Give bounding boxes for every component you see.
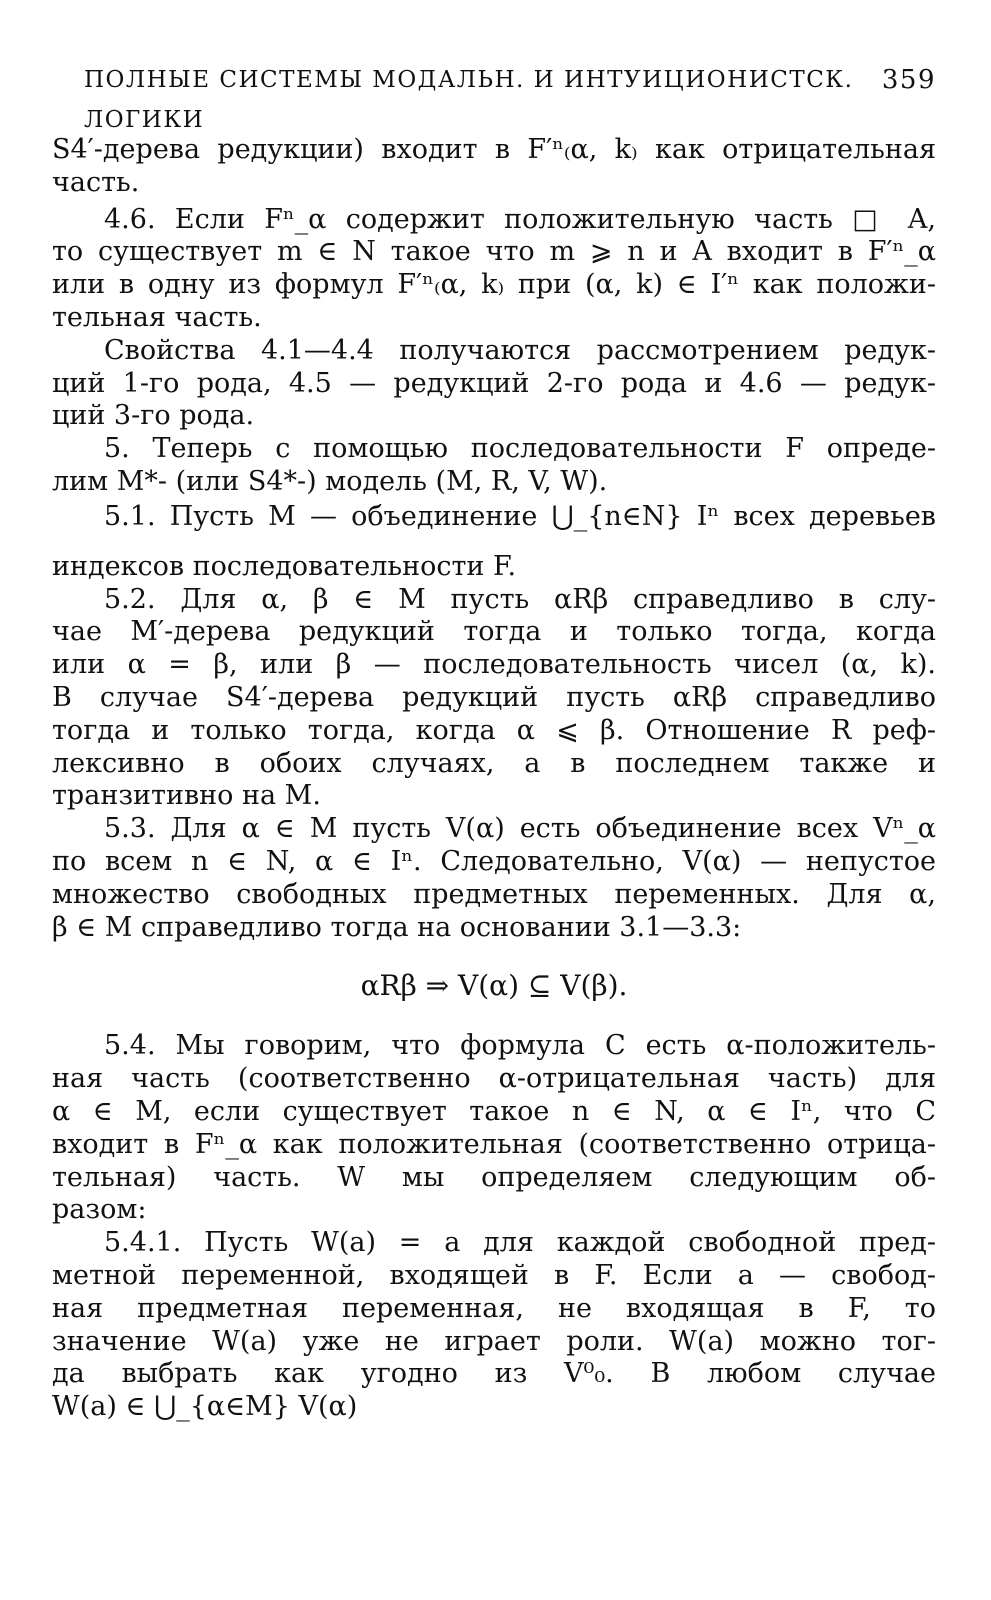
text-line: или в одну из формул F′ⁿ₍α, k₎ при (α, k) ∈ I′ⁿ как положи- [52,269,936,301]
text-line: да выбрать как угодно из V⁰₀. В любом случае [52,1358,936,1390]
page-body [52,134,936,1424]
running-header [84,60,936,133]
page-number: 359 [881,65,936,95]
text-line: тогда и только тогда, когда α ⩽ β. Отношение R реф- [52,714,936,746]
text-line: ций 3-го рода. [52,400,255,432]
text-line: лексивно в обоих случаях, а в последнем также и [52,747,936,779]
paragraph-4-6: 4.6. Если Fⁿ_α содержит положительную часть □ A, [104,203,936,235]
text-line: метной переменной, входящей в F. Если a — свобод- [52,1259,936,1291]
paragraph-5-4: 5.4. Мы говорим, что формула C есть α-положитель- [104,1030,936,1062]
paragraph-5: 5. Теперь с помощью последовательности F опреде- [104,433,936,465]
text-line: значение W(a) уже не играет роли. W(a) можно тог- [52,1325,936,1357]
text-line: В случае S4′-дерева редукций пусть αRβ справедливо [52,681,936,713]
text-line: разом: [52,1194,147,1226]
text-line: S4′-дерева редукции) входит в F′ⁿ₍α, k₎ как отрицательная [52,134,936,165]
text-line: часть. [52,166,140,198]
text-line: лим M*- (или S4*-) модель (M, R, V, W). [52,465,608,497]
text-line: β ∈ M справедливо тогда на основании 3.1—3.3: [52,911,742,943]
paragraph-properties: Свойства 4.1—4.4 получаются рассмотрением редук- [104,334,936,366]
running-title: ПОЛНЫЕ СИСТЕМЫ МОДАЛЬН. И ИНТУИЦИОНИСТСК. ЛОГИКИ [84,67,854,133]
text-line: чае M′-дерева редукций тогда и только тогда, когда [52,616,936,648]
display-formula: αRβ ⇒ V(α) ⊆ V(β). [360,969,628,1003]
text-line: то существует m ∈ N такое что m ⩾ n и A входит в F′ⁿ_α [52,236,936,268]
text-line: по всем n ∈ N, α ∈ Iⁿ. Следовательно, V(α) — непустое [52,845,936,877]
text-line: ная предметная переменная, не входящая в F, то [52,1292,936,1324]
text-line: входит в Fⁿ_α как положительная (соответственно отрица- [52,1128,936,1160]
text-line: множество свободных предметных переменных. Для α, [52,878,936,910]
text-line: α ∈ M, если существует такое n ∈ N, α ∈ Iⁿ, что C [52,1095,936,1127]
paragraph-5-3: 5.3. Для α ∈ M пусть V(α) есть объединение всех Vⁿ_α [104,813,936,845]
text-line: ная часть (соответственно α-отрицательная часть) для [52,1063,936,1095]
text-line: или α = β, или β — последовательность чисел (α, k). [52,649,936,681]
paragraph-5-1: 5.1. Пусть M — объединение ⋃_{n∈N} Iⁿ всех деревьев [104,500,936,532]
paragraph-5-2: 5.2. Для α, β ∈ M пусть αRβ справедливо в слу- [104,583,936,615]
paragraph-5-4-1: 5.4.1. Пусть W(a) = a для каждой свободной пред- [104,1227,936,1259]
text-line: транзитивно на M. [52,780,321,812]
text-line: W(a) ∈ ⋃_{α∈M} V(α) [52,1391,358,1423]
text-line: тельная) часть. W мы определяем следующим об- [52,1161,936,1193]
text-line: индексов последовательности F. [52,550,517,582]
text-line: тельная часть. [52,301,262,333]
text-line: ций 1-го рода, 4.5 — редукций 2-го рода и 4.6 — редук- [52,367,936,399]
